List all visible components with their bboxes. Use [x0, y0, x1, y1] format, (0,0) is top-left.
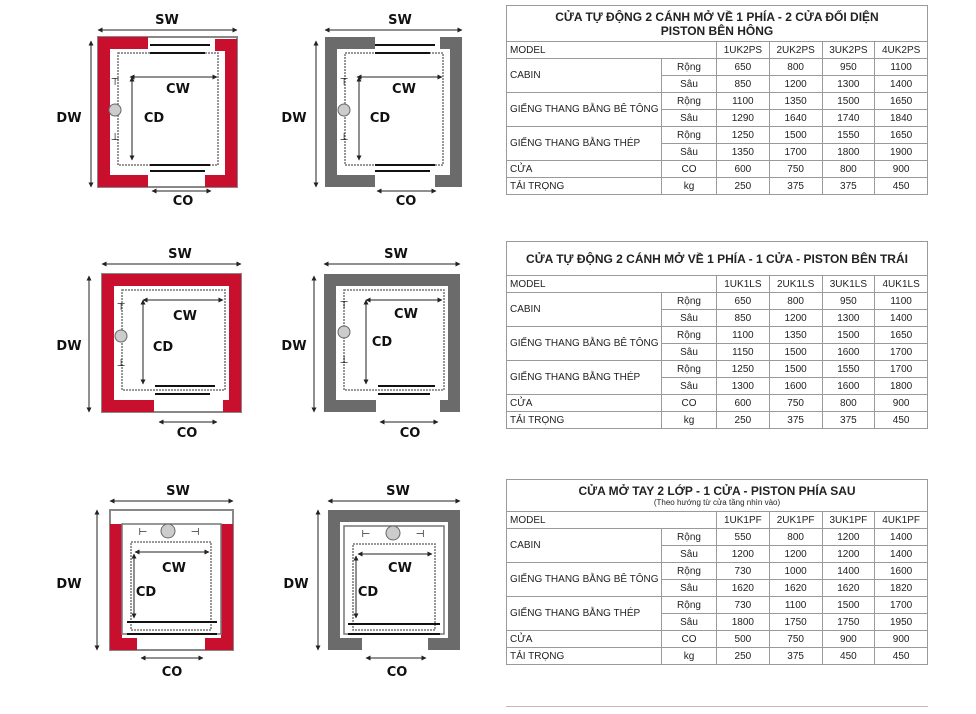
table-row: Sâu 1150 1500 1600 1700 — [507, 344, 928, 361]
diagram-1door-left-concrete — [280, 238, 470, 443]
cw-label: CW — [392, 82, 416, 97]
red-wall-left — [110, 524, 122, 650]
dw-label: DW — [56, 111, 82, 126]
svg-text:⊥: ⊥ — [339, 355, 349, 366]
concrete-wall-left — [328, 510, 340, 650]
cw-label: CW — [173, 309, 197, 324]
table-row: MODEL 1UK1LS 2UK1LS 3UK1LS 4UK1LS — [507, 276, 928, 293]
sw-label: SW — [168, 247, 192, 262]
table-title: CỬA TỰ ĐỘNG 2 CÁNH MỞ VỀ 1 PHÍA - 2 CỬA ĐỐI DIỆN PISTON BÊN HÔNG — [507, 6, 928, 42]
svg-text:⊥: ⊥ — [110, 132, 120, 143]
table-row: TẢI TRỌNG kg 250 375 375 450 — [507, 412, 928, 429]
concrete-wall-bottom-left — [324, 400, 376, 412]
table-row: MODEL 1UK2PS 2UK2PS 3UK2PS 4UK2PS — [507, 42, 928, 59]
red-wall-right — [225, 39, 237, 187]
table-title: CỬA MỞ TAY 2 LỚP - 1 CỬA - PISTON PHÍA SAU (Theo hướng từ cửa tầng nhìn vào) — [507, 480, 928, 512]
sw-label: SW — [386, 484, 410, 499]
cd-label: CD — [371, 335, 393, 350]
co-label: CO — [386, 665, 408, 680]
concrete-wall-right — [450, 37, 462, 187]
dw-label: DW — [56, 577, 82, 592]
table-row: CABIN Rộng 550 800 1200 1400 — [507, 529, 928, 546]
table-row: Sâu 850 1200 1300 1400 — [507, 310, 928, 327]
table-row: TẢI TRỌNG kg 250 375 450 450 — [507, 648, 928, 665]
cw-label: CW — [388, 561, 412, 576]
concrete-wall-right — [448, 274, 460, 412]
svg-text:⊢: ⊢ — [138, 527, 148, 538]
sw-label: SW — [388, 13, 412, 28]
dw-label: DW — [283, 577, 309, 592]
dw-label: DW — [281, 111, 307, 126]
concrete-wall-top — [324, 274, 460, 286]
co-label: CO — [172, 194, 194, 209]
concrete-wall-bottom-right — [428, 638, 460, 650]
cw-label: CW — [162, 561, 186, 576]
concrete-wall-left — [324, 274, 336, 412]
spec-table-2door-opposite — [506, 5, 928, 195]
cw-label: CW — [394, 307, 418, 322]
table-row: GIẾNG THANG BẰNG BÊ TÔNG Rộng 730 1000 1400 1600 — [507, 563, 928, 580]
table-row: Sâu 1290 1640 1740 1840 — [507, 110, 928, 127]
red-wall-bottom-right — [205, 175, 237, 187]
svg-text:⊥: ⊥ — [116, 358, 126, 369]
svg-text:⊤: ⊤ — [339, 77, 349, 88]
diagram-manual-rear-concrete — [280, 478, 470, 683]
cd-label: CD — [135, 585, 157, 600]
dw-label: DW — [281, 339, 307, 354]
svg-text:⊤: ⊤ — [116, 302, 126, 313]
table-row: GIẾNG THANG BẰNG THÉP Rộng 1250 1500 1550 1700 — [507, 361, 928, 378]
table-row: GIẾNG THANG BẰNG BÊ TÔNG Rộng 1100 1350 1500 1650 — [507, 93, 928, 110]
red-wall-top — [102, 274, 241, 286]
svg-text:⊤: ⊤ — [339, 300, 349, 311]
concrete-wall-bottom-right — [435, 175, 462, 187]
cd-label: CD — [357, 585, 379, 600]
table-row: Sâu 1620 1620 1620 1820 — [507, 580, 928, 597]
concrete-wall-left — [325, 37, 337, 187]
co-label: CO — [161, 665, 183, 680]
svg-text:⊣: ⊣ — [415, 529, 425, 540]
sw-label: SW — [166, 484, 190, 499]
diagram-manual-rear-steel — [55, 478, 255, 683]
table-row: CỬA CO 600 750 800 900 — [507, 395, 928, 412]
table-row: Sâu 1200 1200 1200 1400 — [507, 546, 928, 563]
co-label: CO — [399, 426, 421, 441]
red-wall-bottom-right — [223, 400, 241, 412]
concrete-wall-right — [448, 510, 460, 650]
red-wall-top-left — [98, 37, 148, 49]
red-wall-left — [98, 37, 110, 187]
cd-label: CD — [152, 340, 174, 355]
concrete-wall-bottom-left — [325, 175, 375, 187]
svg-text:⊤: ⊤ — [110, 77, 120, 88]
sw-label: SW — [384, 247, 408, 262]
table-row: Sâu 1350 1700 1800 1900 — [507, 144, 928, 161]
table-row: CỬA CO 500 750 900 900 — [507, 631, 928, 648]
svg-text:⊥: ⊥ — [339, 132, 349, 143]
co-label: CO — [176, 426, 198, 441]
spec-table-manual-rear — [506, 479, 928, 665]
red-wall-bottom-left — [102, 400, 154, 412]
table-row: Sâu 1800 1750 1750 1950 — [507, 614, 928, 631]
table-row: Sâu 1300 1600 1600 1800 — [507, 378, 928, 395]
concrete-wall-top-left — [325, 37, 375, 49]
piston-icon — [115, 330, 127, 342]
red-wall-left — [102, 274, 114, 412]
table-row: GIẾNG THANG BẰNG BÊ TÔNG Rộng 1100 1350 1500 1650 — [507, 327, 928, 344]
cd-label: CD — [143, 111, 165, 126]
piston-icon — [109, 104, 121, 116]
diagram-2door-opposite-concrete — [280, 5, 470, 210]
co-label: CO — [395, 194, 417, 209]
concrete-wall-bottom-left — [328, 638, 362, 650]
table-title: CỬA TỰ ĐỘNG 2 CÁNH MỞ VỀ 1 PHÍA - 1 CỬA - PISTON BÊN TRÁI — [507, 242, 928, 276]
piston-icon — [338, 104, 350, 116]
table-row: TẢI TRỌNG kg 250 375 375 450 — [507, 178, 928, 195]
table-row: CABIN Rộng 650 800 950 1100 — [507, 293, 928, 310]
sw-label: SW — [155, 13, 179, 28]
svg-text:⊢: ⊢ — [361, 529, 371, 540]
table-subtitle: (Theo hướng từ cửa tầng nhìn vào) — [653, 498, 781, 507]
cw-label: CW — [166, 82, 190, 97]
table-row: GIẾNG THANG BẰNG THÉP Rộng 1250 1500 1550 1650 — [507, 127, 928, 144]
piston-icon — [161, 524, 175, 538]
red-wall-right — [229, 274, 241, 412]
diagram-2door-opposite-steel — [55, 5, 245, 210]
dw-label: DW — [56, 339, 82, 354]
table-row: CABIN Rộng 650 800 950 1100 — [507, 59, 928, 76]
cd-label: CD — [369, 111, 391, 126]
table-row: Sâu 850 1200 1300 1400 — [507, 76, 928, 93]
diagram-1door-left-steel — [55, 238, 255, 443]
red-wall-bottom-right — [205, 638, 225, 650]
table-row: MODEL 1UK1PF 2UK1PF 3UK1PF 4UK1PF — [507, 512, 928, 529]
svg-text:⊣: ⊣ — [190, 527, 200, 538]
red-wall-bottom-left — [117, 638, 137, 650]
piston-icon — [338, 326, 350, 338]
table-row: GIẾNG THANG BẰNG THÉP Rộng 730 1100 1500 1700 — [507, 597, 928, 614]
table-row: CỬA CO 600 750 800 900 — [507, 161, 928, 178]
divider — [506, 706, 928, 707]
concrete-wall-top — [328, 510, 460, 522]
spec-table-1door-left — [506, 241, 928, 429]
piston-icon — [386, 526, 400, 540]
red-wall-bottom-left — [98, 175, 148, 187]
concrete-wall-bottom-right — [440, 400, 460, 412]
red-wall-right — [221, 524, 233, 650]
